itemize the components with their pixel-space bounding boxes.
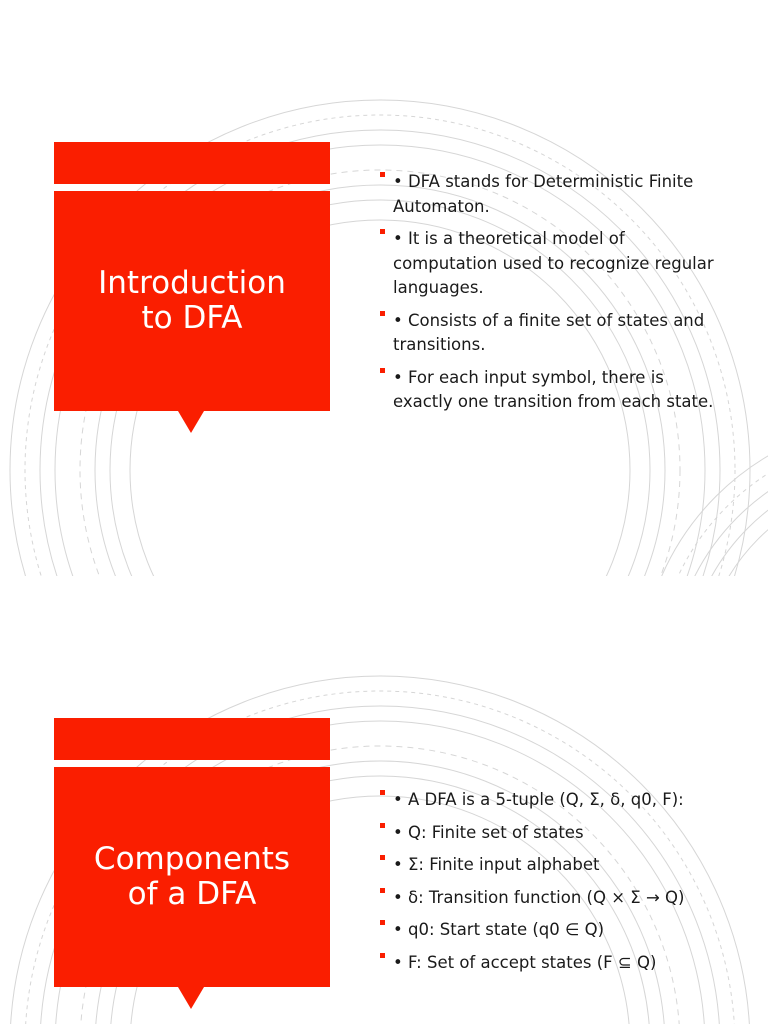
square-bullet-icon: [380, 229, 385, 234]
slide-components: [0, 576, 768, 1024]
square-bullet-icon: [380, 172, 385, 177]
bullet-list: [378, 788, 718, 983]
bullet-item: • A DFA is a 5-tuple (Q, Σ, δ, q0, F):: [378, 788, 718, 813]
square-bullet-icon: [380, 920, 385, 925]
slide-title: Components of a DFA: [93, 841, 291, 912]
bullet-item: • For each input symbol, there is exactly one transition from each state.: [378, 366, 718, 415]
callout-pointer: [178, 411, 204, 433]
bullet-item: • F: Set of accept states (F ⊆ Q): [378, 951, 718, 976]
square-bullet-icon: [380, 311, 385, 316]
callout-pointer: [178, 987, 204, 1009]
slide-title: Introduction to DFA: [98, 265, 286, 336]
square-bullet-icon: [380, 368, 385, 373]
bullet-item: • DFA stands for Deterministic Finite Automaton.: [378, 170, 718, 219]
bullet-item: • q0: Start state (q0 ∈ Q): [378, 918, 718, 943]
title-box: [54, 767, 330, 987]
square-bullet-icon: [380, 953, 385, 958]
title-accent-bar: [54, 718, 330, 760]
square-bullet-icon: [380, 888, 385, 893]
bullet-item: • δ: Transition function (Q × Σ → Q): [378, 886, 718, 911]
bullet-item: • Σ: Finite input alphabet: [378, 853, 718, 878]
bullet-item: • It is a theoretical model of computation used to recognize regular languages.: [378, 227, 718, 301]
bullet-item: • Q: Finite set of states: [378, 821, 718, 846]
bullet-list: [378, 170, 718, 423]
square-bullet-icon: [380, 790, 385, 795]
title-accent-bar: [54, 142, 330, 184]
square-bullet-icon: [380, 855, 385, 860]
square-bullet-icon: [380, 823, 385, 828]
bullet-item: • Consists of a finite set of states and transitions.: [378, 309, 718, 358]
title-box: [54, 191, 330, 411]
